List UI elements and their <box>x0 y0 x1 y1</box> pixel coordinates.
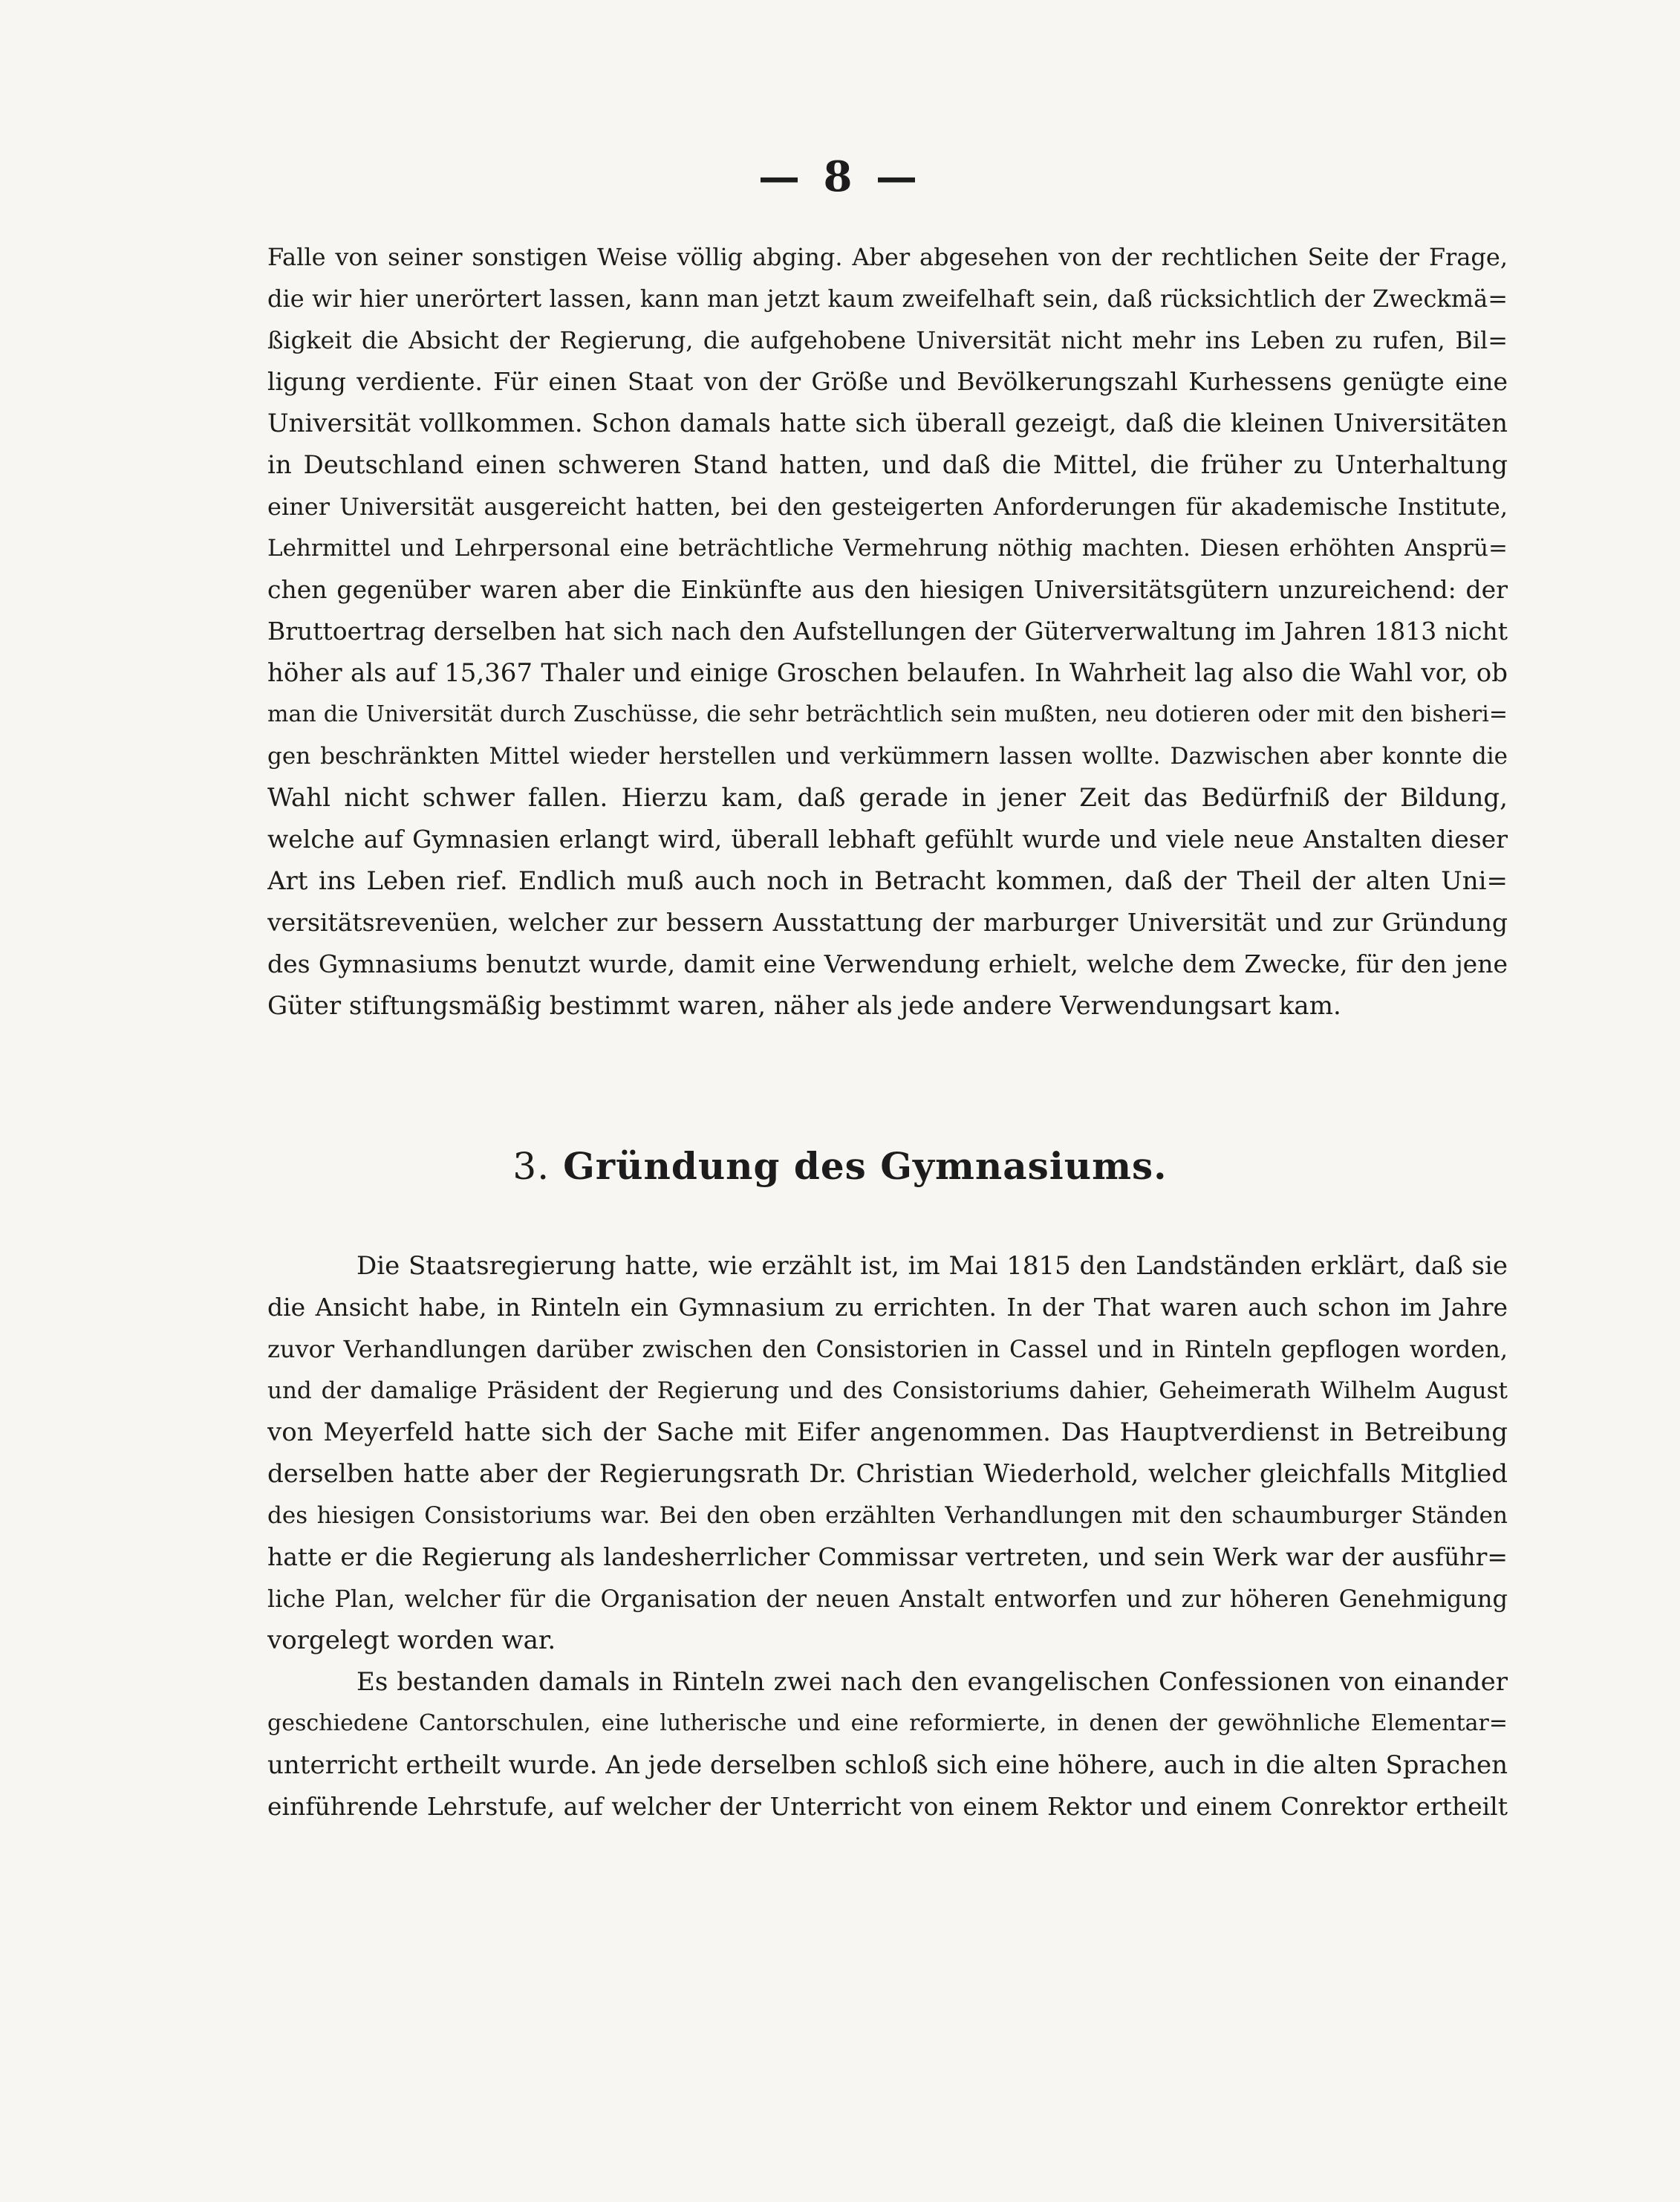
text-line: Wahl nicht schwer fallen. Hierzu kam, daß gerade in jener Zeit das Bedürfniß der Bildung, <box>267 783 1508 813</box>
text-line: die wir hier unerörtert lassen, kann man jetzt kaum zweifelhaft sein, daß rücksichtlich der Zweckmä= <box>267 285 1508 313</box>
text-line: derselben hatte aber der Regierungsrath Dr. Christian Wiederhold, welcher gleichfalls Mitglied <box>267 1459 1508 1489</box>
text-line: hatte er die Regierung als landesherrlicher Commissar vertreten, und sein Werk war der ausführ= <box>267 1542 1508 1571</box>
text-line: in Deutschland einen schweren Stand hatten, und daß die Mittel, die früher zu Unterhaltung <box>267 450 1508 480</box>
text-line: des hiesigen Consistoriums war. Bei den oben erzählten Verhandlungen mit den schaumburger Ständen <box>267 1502 1508 1529</box>
text-line: höher als auf 15,367 Thaler und einige Groschen belaufen. In Wahrheit lag also die Wahl vor, ob <box>267 658 1508 688</box>
text-line: Falle von seiner sonstigen Weise völlig abging. Aber abgesehen von der rechtlichen Seite der Frage, <box>267 243 1508 271</box>
text-line: Güter stiftungsmäßig bestimmt waren, näher als jede andere Verwendungsart kam. <box>267 991 1341 1021</box>
text-line: einführende Lehrstufe, auf welcher der Unterricht von einem Rektor und einem Conrektor ertheilt <box>267 1792 1508 1821</box>
text-line: des Gymnasiums benutzt wurde, damit eine Verwendung erhielt, welche dem Zwecke, für den jene <box>267 949 1508 978</box>
section-heading <box>0 1144 1680 1188</box>
paragraph-3 <box>267 1661 1508 1828</box>
section-title: Gründung des Gymnasiums. <box>563 1144 1168 1188</box>
text-line: unterricht ertheilt wurde. An jede derselben schloß sich eine höhere, auch in die alten Sprachen <box>267 1750 1508 1780</box>
text-line: Bruttoertrag derselben hat sich nach den Aufstellungen der Güterverwaltung im Jahren 1813 nicht <box>267 617 1508 646</box>
page-number: — 8 — <box>758 152 922 201</box>
text-line: liche Plan, welcher für die Organisation der neuen Anstalt entworfen und zur höheren Genehmigung <box>267 1585 1508 1613</box>
text-line: Die Staatsregierung hatte, wie erzählt ist, im Mai 1815 den Landständen erklärt, daß sie <box>356 1251 1508 1281</box>
section-number: 3. <box>512 1145 550 1188</box>
text-line: geschiedene Cantorschulen, eine lutherische und eine reformierte, in denen der gewöhnliche Elementar= <box>267 1710 1508 1736</box>
text-line: man die Universität durch Zuschüsse, die sehr beträchtlich sein mußten, neu dotieren oder mit den bisheri= <box>267 701 1508 727</box>
text-line: von Meyerfeld hatte sich der Sache mit Eifer angenommen. Das Hauptverdienst in Betreibung <box>267 1417 1508 1447</box>
paragraph-2 <box>267 1245 1508 1661</box>
text-line: versitätsrevenüen, welcher zur bessern Ausstattung der marburger Universität und zur Gründung <box>267 908 1508 937</box>
text-line: gen beschränkten Mittel wieder herstellen und verkümmern lassen wollte. Dazwischen aber konnte die <box>267 743 1508 770</box>
text-line: Es bestanden damals in Rinteln zwei nach den evangelischen Confessionen von einander <box>356 1667 1508 1697</box>
text-line: welche auf Gymnasien erlangt wird, überall lebhaft gefühlt wurde und viele neue Anstalten dieser <box>267 825 1508 854</box>
text-line: die Ansicht habe, in Rinteln ein Gymnasium zu errichten. In der That waren auch schon im Jahre <box>267 1293 1508 1322</box>
text-line: Art ins Leben rief. Endlich muß auch noch in Betracht kommen, daß der Theil der alten Uni= <box>267 866 1508 896</box>
text-line: Lehrmittel und Lehrpersonal eine beträchtliche Vermehrung nöthig machten. Diesen erhöhten Ansprü= <box>267 535 1508 562</box>
text-line: vorgelegt worden war. <box>267 1625 556 1655</box>
text-line: einer Universität ausgereicht hatten, bei den gesteigerten Anforderungen für akademische Institute, <box>267 493 1508 521</box>
text-line: ßigkeit die Absicht der Regierung, die aufgehobene Universität nicht mehr ins Leben zu rufen, Bil= <box>267 326 1508 354</box>
text-line: zuvor Verhandlungen darüber zwischen den Consistorien in Cassel und in Rinteln gepflogen worden, <box>267 1335 1508 1363</box>
text-line: ligung verdiente. Für einen Staat von der Größe und Bevölkerungszahl Kurhessens genügte eine <box>267 367 1508 396</box>
text-line: Universität vollkommen. Schon damals hatte sich überall gezeigt, daß die kleinen Universitäten <box>267 409 1508 438</box>
text-line: und der damalige Präsident der Regierung und des Consistoriums dahier, Geheimerath Wilhelm August <box>267 1377 1508 1404</box>
paragraph-1 <box>267 236 1508 1027</box>
text-line: chen gegenüber waren aber die Einkünfte aus den hiesigen Universitätsgütern unzureichend: der <box>267 575 1508 604</box>
